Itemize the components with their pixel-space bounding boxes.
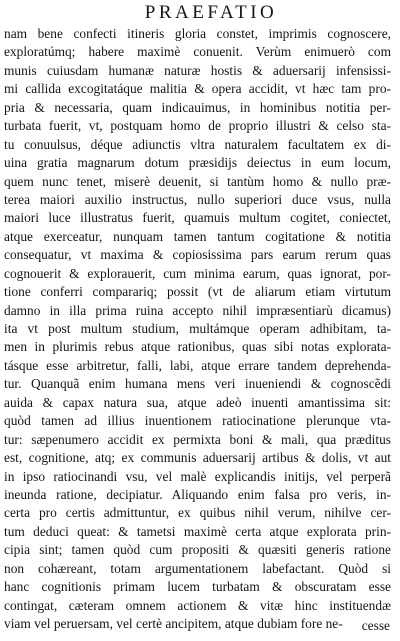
text-line: contingat, cæteram omnem actionem & vitæ hinc instituendæ bbox=[4, 597, 391, 613]
text-line: certa pro certis admittuntur, ex quibus nihil verum, nihilve cer- bbox=[4, 505, 391, 521]
text-line: tur: sæpenumero accidit ex permixta boni & mali, qua præditus bbox=[4, 431, 391, 447]
text-line: viam vel peruersam, vel certè ancipitem, atque dubiam fore ne- bbox=[4, 616, 343, 631]
text-line: quòd tamen ad illius inuentionem ratiocinatione plerunque vta- bbox=[4, 413, 391, 429]
text-line: nam bene confecti itineris gloria constet, imprimis cognoscere, bbox=[4, 26, 391, 41]
text-line: ita vt post multum studium, multámque operam adhibitam, ta- bbox=[4, 321, 391, 336]
text-line: cipia sint; tamen quòd cum propositi & quæsiti generis ratione bbox=[4, 542, 391, 558]
text-line: atque exerceatur, nunquam tamen tantum cogitatione & notitia bbox=[4, 228, 391, 244]
text-line: maiori luce illustratus fuerit, quamuis multum cogitet, coniectet, bbox=[4, 210, 391, 226]
text-line: exploratúmq; habere maximè conuenit. Verùm enimuerò com bbox=[4, 44, 391, 60]
text-line: turbata fuerit, vt, postquam homo de proprio illustri & celso sta- bbox=[4, 118, 391, 134]
text-line: est, cognitione, atq; ex communis aduersarij artibus & dolis, vt aut bbox=[4, 450, 391, 466]
body-text bbox=[4, 25, 391, 633]
text-line: tu conuulsus, déque adiunctis vltra naturalem facultatem ex di- bbox=[4, 136, 391, 152]
text-line: munis cuiusdam humanæ naturæ hostis & aduersarij infensissi- bbox=[4, 62, 391, 78]
text-line: non cohæreant, totam argumentationem labefactant. Quòd si bbox=[4, 560, 391, 576]
catchword: cesse bbox=[361, 618, 390, 633]
text-line: quem nunc tenet, miserè deuenit, si tantùm homo & nullo præ- bbox=[4, 173, 391, 189]
text-line: tásque esse arbitretur, falli, labi, atque errare tandem deprehenda- bbox=[4, 357, 391, 373]
text-line: tum deduci queat: & tametsi maximè certa atque explorata prin- bbox=[4, 523, 391, 539]
text-line: pria & necessaria, quam indicauimus, in hominibus notitia per- bbox=[4, 99, 391, 115]
text-line: mi callida excogitatáque malitia & opera accidit, vt hæc tam pro- bbox=[4, 81, 391, 97]
text-line: hanc cognitionis primam lucem turbatam & obscuratam esse bbox=[4, 579, 391, 595]
text-line: cognouerit & explorauerit, cum minima earum, quas ignorat, por- bbox=[4, 265, 391, 281]
text-line: ineunda ratione, decipiatur. Aliquando enim falsa pro veris, in- bbox=[4, 486, 391, 502]
running-head: PRAEFATIO bbox=[144, 2, 278, 23]
text-line: auida & capax natura sua, atque adeò inuenti amantissima sit: bbox=[4, 394, 391, 410]
text-line: consequatur, vt maxima & copiosissima pars earum rerum quas bbox=[4, 247, 391, 263]
text-line: tione conferri comparariq; possit (vt de aliarum etiam virtutum bbox=[4, 284, 391, 300]
text-line: terea maiori auxilio instructus, nullo superiori duce vsus, nulla bbox=[4, 191, 391, 207]
text-line: uina gratia magnarum dotum præsidijs deiectus in eum locum, bbox=[4, 155, 391, 171]
text-line: men in plurimis rebus atque rationibus, quas sibi notas explorata- bbox=[4, 339, 391, 355]
text-line: damno in illa prima ruina accepto nihil impræsentiarù dicamus) bbox=[4, 302, 391, 318]
text-line: tur. Quanquã enim humana mens veri inueniendi & cognoscẽdi bbox=[4, 376, 391, 392]
text-line: in ipso ratiocinandi vsu, vel malè explicandis initijs, vel perperã bbox=[4, 468, 391, 484]
